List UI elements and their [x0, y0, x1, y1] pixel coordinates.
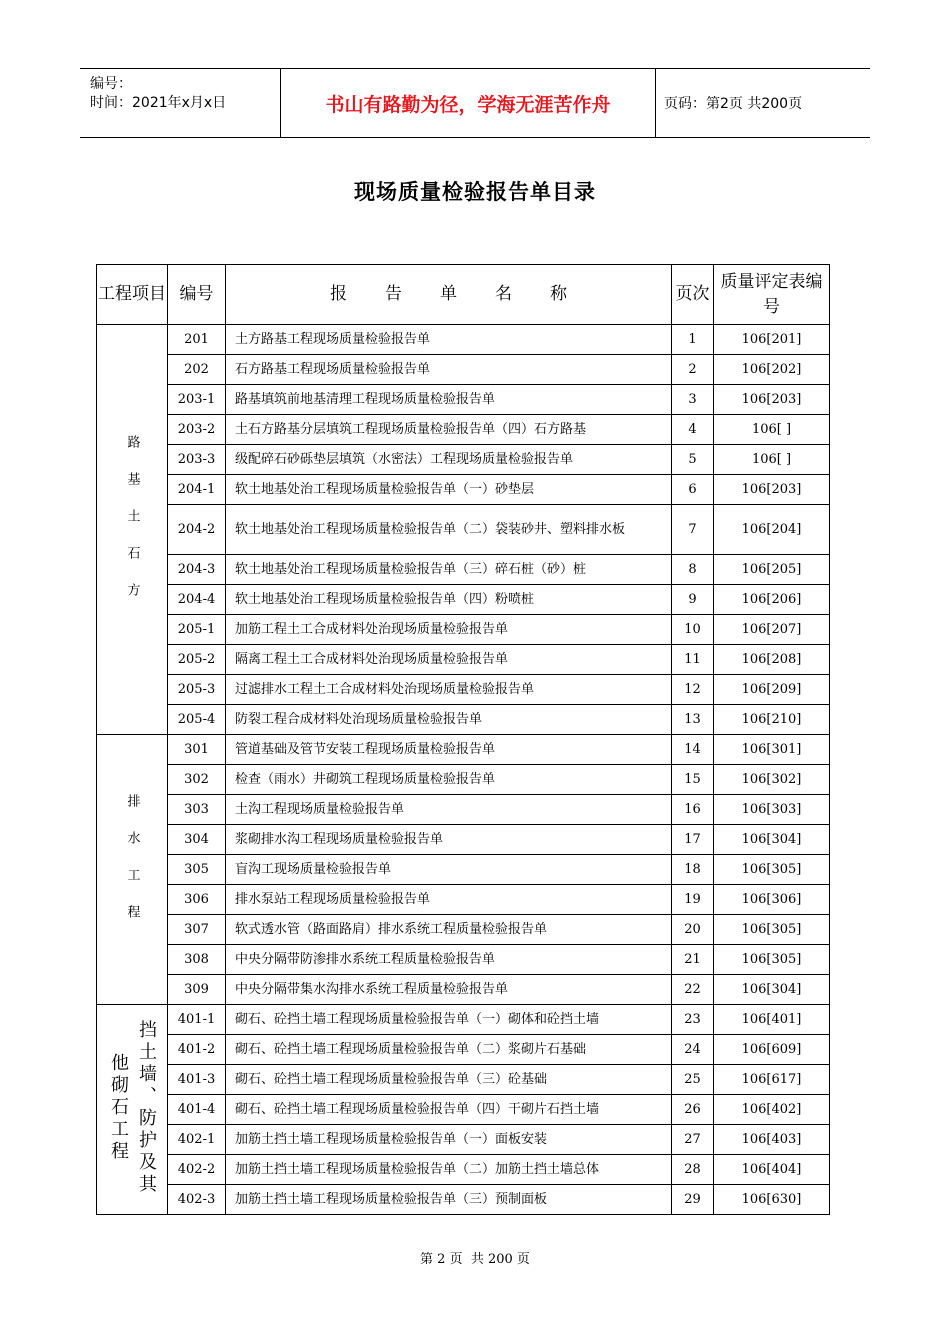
- form-number: 106[404]: [714, 1155, 830, 1185]
- form-number: 106[630]: [714, 1185, 830, 1215]
- report-name: 中央分隔带集水沟排水系统工程质量检验报告单: [226, 975, 672, 1005]
- form-number: 106[306]: [714, 885, 830, 915]
- form-number: 106[304]: [714, 975, 830, 1005]
- report-number: 401-1: [168, 1005, 226, 1035]
- page-number: 29: [672, 1185, 714, 1215]
- report-name: 加筋工程土工合成材料处治现场质量检验报告单: [226, 615, 672, 645]
- report-name: 过滤排水工程土工合成材料处治现场质量检验报告单: [226, 675, 672, 705]
- table-row: [97, 325, 830, 355]
- page-number: 25: [672, 1065, 714, 1095]
- table-header-row: [97, 265, 830, 325]
- report-catalog-table: [96, 264, 830, 1215]
- page-number: 14: [672, 735, 714, 765]
- report-number: 306: [168, 885, 226, 915]
- report-number: 203-2: [168, 415, 226, 445]
- page-number: 9: [672, 585, 714, 615]
- report-number: 307: [168, 915, 226, 945]
- report-name: 排水泵站工程现场质量检验报告单: [226, 885, 672, 915]
- page-number: 6: [672, 475, 714, 505]
- report-name: 加筋土挡土墙工程现场质量检验报告单（二）加筋土挡土墙总体: [226, 1155, 672, 1185]
- category-label: 挡土墙、防护及其他砌石工程: [108, 1019, 157, 1196]
- header-form-number: 质量评定表编号: [714, 265, 830, 325]
- report-name: 隔离工程土工合成材料处治现场质量检验报告单: [226, 645, 672, 675]
- report-name: 土石方路基分层填筑工程现场质量检验报告单（四）石方路基: [226, 415, 672, 445]
- table-row: [97, 855, 830, 885]
- page-number: 4: [672, 415, 714, 445]
- table-row: [97, 675, 830, 705]
- report-name: 软土地基处治工程现场质量检验报告单（三）碎石桩（砂）桩: [226, 555, 672, 585]
- form-number: 106[ ]: [714, 415, 830, 445]
- report-name: 中央分隔带防渗排水系统工程质量检验报告单: [226, 945, 672, 975]
- form-number: 106[201]: [714, 325, 830, 355]
- table-row: [97, 915, 830, 945]
- form-number: 106[301]: [714, 735, 830, 765]
- page-footer: 第 2 页 共 200 页: [420, 1252, 530, 1267]
- form-number: 106[207]: [714, 615, 830, 645]
- report-name: 检查（雨水）井砌筑工程现场质量检验报告单: [226, 765, 672, 795]
- form-number: 106[302]: [714, 765, 830, 795]
- report-number: 401-3: [168, 1065, 226, 1095]
- table-row: [97, 585, 830, 615]
- code-label: 编号：: [90, 76, 132, 92]
- form-number: 106[305]: [714, 945, 830, 975]
- table-row: [97, 555, 830, 585]
- report-name: 管道基础及管节安装工程现场质量检验报告单: [226, 735, 672, 765]
- header-motto: 书山有路勤为径，学海无涯苦作舟: [325, 93, 611, 116]
- form-number: 106[303]: [714, 795, 830, 825]
- form-number: 106[617]: [714, 1065, 830, 1095]
- page-number: 15: [672, 765, 714, 795]
- table-row: [97, 355, 830, 385]
- page-title: 现场质量检验报告单目录: [354, 180, 596, 204]
- category-label: 排水工程: [124, 793, 140, 942]
- table-row: [97, 415, 830, 445]
- header-page: 页次: [672, 265, 714, 325]
- page-number: 19: [672, 885, 714, 915]
- report-name: 路基填筑前地基清理工程现场质量检验报告单: [226, 385, 672, 415]
- header-meta: [80, 69, 280, 137]
- form-number: 106[205]: [714, 555, 830, 585]
- table-row: [97, 1185, 830, 1215]
- table-row: [97, 445, 830, 475]
- table-row: [97, 1095, 830, 1125]
- category-cell: [97, 735, 168, 1005]
- report-number: 204-3: [168, 555, 226, 585]
- report-number: 204-2: [168, 505, 226, 555]
- page-number: 16: [672, 795, 714, 825]
- table-row: [97, 1035, 830, 1065]
- page-number: 1: [672, 325, 714, 355]
- table-row: [97, 735, 830, 765]
- table-row: [97, 795, 830, 825]
- form-number: 106[203]: [714, 385, 830, 415]
- report-number: 203-3: [168, 445, 226, 475]
- report-number: 302: [168, 765, 226, 795]
- header-number: 编号: [168, 265, 226, 325]
- report-number: 402-2: [168, 1155, 226, 1185]
- header-page-info: 页码：第2页 共200页: [664, 96, 803, 112]
- report-number: 202: [168, 355, 226, 385]
- page-number: 27: [672, 1125, 714, 1155]
- table-row: [97, 615, 830, 645]
- page-number: 7: [672, 505, 714, 555]
- form-number: 106[402]: [714, 1095, 830, 1125]
- report-number: 301: [168, 735, 226, 765]
- table-row: [97, 1125, 830, 1155]
- form-number: 106[202]: [714, 355, 830, 385]
- report-number: 204-4: [168, 585, 226, 615]
- form-number: 106[206]: [714, 585, 830, 615]
- page-number: 28: [672, 1155, 714, 1185]
- report-number: 304: [168, 825, 226, 855]
- table-row: [97, 1005, 830, 1035]
- report-name: 浆砌排水沟工程现场质量检验报告单: [226, 825, 672, 855]
- report-number: 205-3: [168, 675, 226, 705]
- form-number: 106[208]: [714, 645, 830, 675]
- report-number: 204-1: [168, 475, 226, 505]
- page-number: 2: [672, 355, 714, 385]
- category-cell: [97, 325, 168, 735]
- report-name: 砌石、砼挡土墙工程现场质量检验报告单（二）浆砌片石基础: [226, 1035, 672, 1065]
- report-name: 土沟工程现场质量检验报告单: [226, 795, 672, 825]
- page-number: 22: [672, 975, 714, 1005]
- form-number: 106[203]: [714, 475, 830, 505]
- report-name: 软土地基处治工程现场质量检验报告单（四）粉喷桩: [226, 585, 672, 615]
- report-number: 309: [168, 975, 226, 1005]
- report-number: 203-1: [168, 385, 226, 415]
- table-row: [97, 975, 830, 1005]
- report-name: 砌石、砼挡土墙工程现场质量检验报告单（三）砼基础: [226, 1065, 672, 1095]
- table-row: [97, 1065, 830, 1095]
- report-name: 砌石、砼挡土墙工程现场质量检验报告单（一）砌体和砼挡土墙: [226, 1005, 672, 1035]
- report-name: 加筋土挡土墙工程现场质量检验报告单（一）面板安装: [226, 1125, 672, 1155]
- report-number: 201: [168, 325, 226, 355]
- table-row: [97, 825, 830, 855]
- header-divider: [655, 69, 656, 137]
- category-label: 路基土石方: [124, 435, 140, 620]
- report-number: 308: [168, 945, 226, 975]
- report-number: 402-1: [168, 1125, 226, 1155]
- form-number: 106[204]: [714, 505, 830, 555]
- report-number: 305: [168, 855, 226, 885]
- page-number: 17: [672, 825, 714, 855]
- page-number: 21: [672, 945, 714, 975]
- page-number: 8: [672, 555, 714, 585]
- page-number: 13: [672, 705, 714, 735]
- page-number: 18: [672, 855, 714, 885]
- report-number: 401-4: [168, 1095, 226, 1125]
- form-number: 106[403]: [714, 1125, 830, 1155]
- category-cell: [97, 1005, 168, 1215]
- report-name: 加筋土挡土墙工程现场质量检验报告单（三）预制面板: [226, 1185, 672, 1215]
- table-row: [97, 505, 830, 555]
- report-name: 砌石、砼挡土墙工程现场质量检验报告单（四）干砌片石挡土墙: [226, 1095, 672, 1125]
- form-number: 106[609]: [714, 1035, 830, 1065]
- report-number: 205-1: [168, 615, 226, 645]
- report-name: 软土地基处治工程现场质量检验报告单（一）砂垫层: [226, 475, 672, 505]
- page-number: 24: [672, 1035, 714, 1065]
- form-number: 106[401]: [714, 1005, 830, 1035]
- report-name: 级配碎石砂砾垫层填筑（水密法）工程现场质量检验报告单: [226, 445, 672, 475]
- form-number: 106[305]: [714, 915, 830, 945]
- report-name: 盲沟工现场质量检验报告单: [226, 855, 672, 885]
- report-name: 防裂工程合成材料处治现场质量检验报告单: [226, 705, 672, 735]
- table-row: [97, 945, 830, 975]
- header-category: 工程项目: [97, 265, 168, 325]
- report-name: 石方路基工程现场质量检验报告单: [226, 355, 672, 385]
- form-number: 106[304]: [714, 825, 830, 855]
- document-header: [80, 68, 870, 138]
- table-row: [97, 475, 830, 505]
- header-report-name: 报告单名称: [226, 265, 672, 325]
- page-number: 10: [672, 615, 714, 645]
- table-row: [97, 645, 830, 675]
- report-name: 软式透水管（路面路肩）排水系统工程质量检验报告单: [226, 915, 672, 945]
- report-name: 软土地基处治工程现场质量检验报告单（二）袋装砂井、塑料排水板: [226, 505, 672, 555]
- report-name: 土方路基工程现场质量检验报告单: [226, 325, 672, 355]
- form-number: 106[ ]: [714, 445, 830, 475]
- report-number: 402-3: [168, 1185, 226, 1215]
- form-number: 106[305]: [714, 855, 830, 885]
- report-number: 205-2: [168, 645, 226, 675]
- page-number: 3: [672, 385, 714, 415]
- page-number: 12: [672, 675, 714, 705]
- table-row: [97, 1155, 830, 1185]
- report-number: 303: [168, 795, 226, 825]
- page-number: 11: [672, 645, 714, 675]
- table-row: [97, 705, 830, 735]
- time-label: 时间：2021年x月x日: [90, 95, 227, 111]
- page-number: 26: [672, 1095, 714, 1125]
- table-row: [97, 765, 830, 795]
- page-number: 20: [672, 915, 714, 945]
- form-number: 106[209]: [714, 675, 830, 705]
- report-number: 401-2: [168, 1035, 226, 1065]
- page-number: 5: [672, 445, 714, 475]
- page-number: 23: [672, 1005, 714, 1035]
- form-number: 106[210]: [714, 705, 830, 735]
- table-row: [97, 885, 830, 915]
- table-row: [97, 385, 830, 415]
- report-number: 205-4: [168, 705, 226, 735]
